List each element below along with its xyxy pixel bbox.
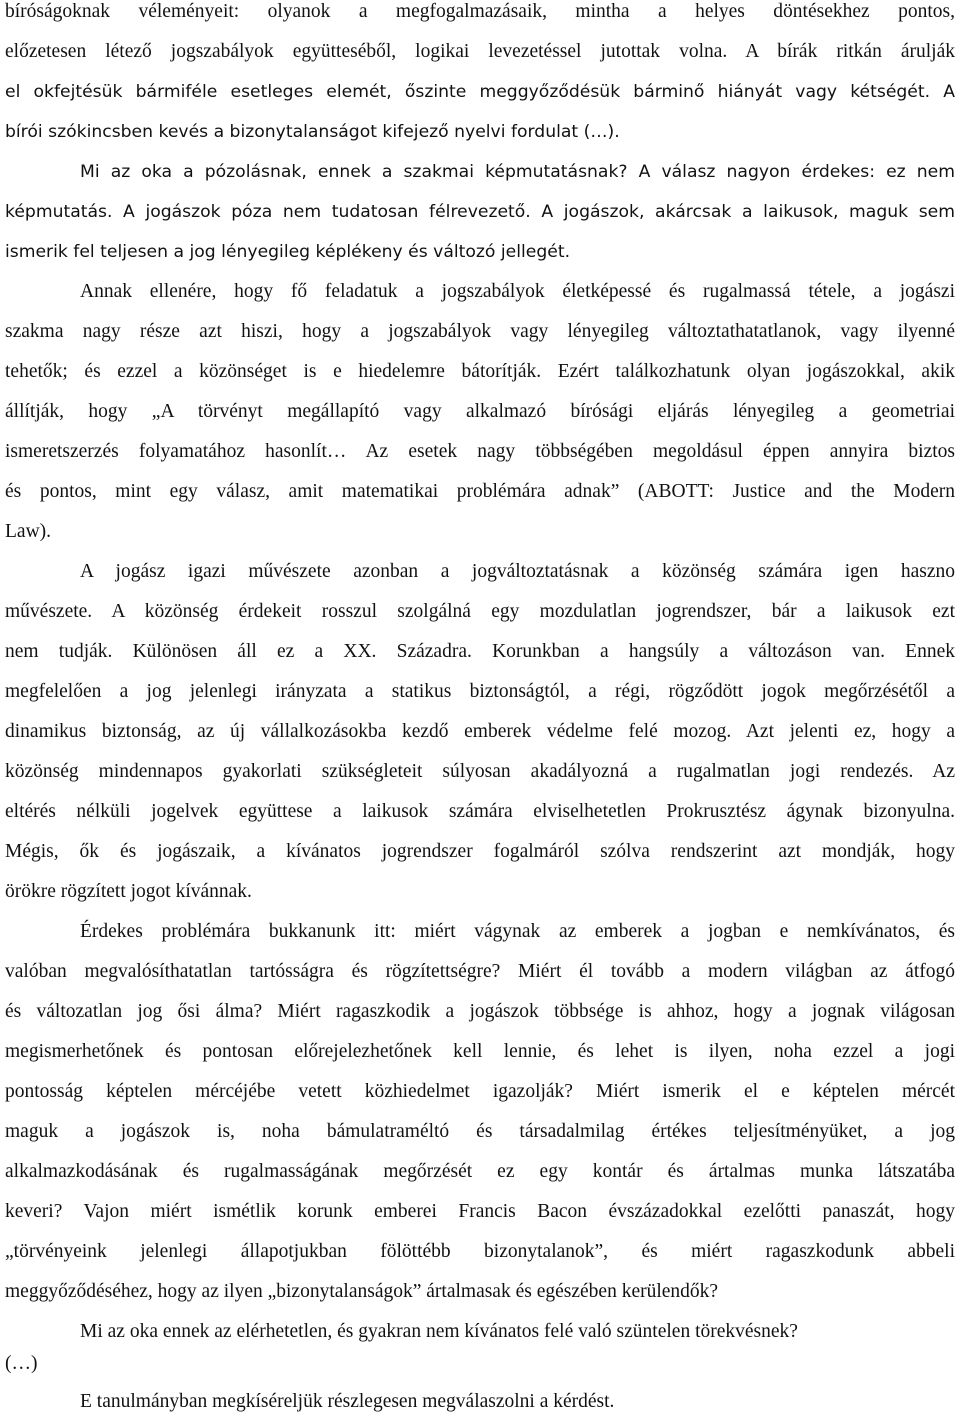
- text-line: el okfejtésük bármiféle esetleges elemét, őszinte meggyőződésük bárminő hiányát vagy kétségét. A: [5, 82, 955, 102]
- text-line: valóban megvalósíthatatlan tartósságra és rögzítettségre? Miért él tovább a modern világban az átfogó: [5, 961, 955, 982]
- text-line: és változatlan jog ősi álma? Miért ragaszkodik a jogászok többsége is ahhoz, hogy a jognak világosan: [5, 1001, 955, 1022]
- text-line: pontosság képtelen mércéjébe vetett közhiedelmet igazolják? Miért ismerik el e képtelen mércét: [5, 1081, 955, 1102]
- text-line: Law).: [5, 521, 52, 542]
- text-line: maguk a jogászok is, noha bámulatraméltó és társadalmilag értékes teljesítményüket, a jog: [5, 1121, 955, 1142]
- text-line: Annak ellenére, hogy fő feladatuk a jogszabályok életképessé és rugalmassá tétele, a jogászi: [80, 281, 955, 302]
- text-line: megismerhetőnek és pontosan előrejelezhetőnek kell lennie, és lehet is ilyen, noha ezzel a jogi: [5, 1041, 955, 1062]
- text-line: ismerik fel teljesen a jog lényegileg képlékeny és változó jellegét.: [5, 242, 571, 262]
- text-line: nem tudják. Különösen áll ez a XX. Századra. Korunkban a hangsúly a változáson van. Ennek: [5, 641, 955, 662]
- text-line: állítják, hogy „A törvényt megállapító vagy alkalmazó bírósági eljárás lényegileg a geometriai: [5, 401, 955, 422]
- text-line: A jogász igazi művészete azonban a jogváltoztatásnak a közönség számára igen haszno: [80, 561, 955, 582]
- text-line: (…): [5, 1353, 38, 1374]
- text-line: képmutatás. A jogászok póza nem tudatosan félrevezető. A jogászok, akárcsak a laikusok, maguk sem: [5, 202, 955, 222]
- text-line: örökre rögzített jogot kívánnak.: [5, 881, 252, 902]
- text-line: keveri? Vajon miért ismétlik korunk emberei Francis Bacon évszázadokkal ezelőtti panaszát, hogy: [5, 1201, 955, 1222]
- text-line: Mi az oka a pózolásnak, ennek a szakmai képmutatásnak? A válasz nagyon érdekes: ez nem: [80, 162, 955, 182]
- text-line: tehetők; és ezzel a közönséget is e hiedelemre bátorítják. Ezért találkozhatunk olyan jogászokkal, akik: [5, 361, 955, 382]
- text-line: előzetesen létező jogszabályok együtteséből, logikai levezetéssel jutottak volna. A bírák ritkán árulják: [5, 41, 955, 62]
- text-line: szakma nagy része azt hiszi, hogy a jogszabályok vagy lényegileg változtathatatlanok, vagy ilyenné: [5, 321, 955, 342]
- text-line: dinamikus biztonság, az új vállalkozásokba kezdő emberek védelme felé mozog. Azt jelenti ez, hogy a: [5, 721, 955, 742]
- text-line: E tanulmányban megkíséreljük részlegesen megválaszolni a kérdést.: [80, 1391, 615, 1412]
- text-line: ismeretszerzés folyamatához hasonlít… Az esetek nagy többségében megoldásul éppen annyira biztos: [5, 441, 955, 462]
- text-line: „törvényeink jelenlegi állapotjukban fölöttébb bizonytalanok”, és miért ragaszkodunk abbeli: [5, 1241, 955, 1262]
- text-line: művészete. A közönség érdekeit rosszul szolgálná egy mozdulatlan jogrendszer, bár a laikusok ezt: [5, 601, 955, 622]
- text-line: közönség mindennapos gyakorlati szükségleteit súlyosan akadályozná a rugalmatlan jogi rendezés. Az: [5, 761, 955, 782]
- text-line: Mi az oka ennek az elérhetetlen, és gyakran nem kívánatos felé való szüntelen törekvésnek?: [80, 1321, 798, 1342]
- text-line: megfelelően a jog jelenlegi irányzata a statikus biztonságtól, a régi, rögződött jogok megőrzésétől a: [5, 681, 955, 702]
- text-line: bíróságoknak véleményeit: olyanok a megfogalmazásaik, mintha a helyes döntésekhez pontos,: [5, 1, 955, 22]
- text-line: eltérés nélküli jogelvek együttese a laikusok számára elviselhetetlen Prokrusztész ágynak bizonyulna.: [5, 801, 955, 822]
- text-line: és pontos, mint egy válasz, amit matematikai problémára adnak” (ABOTT: Justice and the Modern: [5, 481, 955, 502]
- text-line: Érdekes problémára bukkanunk itt: miért vágynak az emberek a jogban e nemkívánatos, és: [80, 921, 955, 942]
- text-line: bírói szókincsben kevés a bizonytalanságot kifejező nyelvi fordulat (…).: [5, 122, 620, 142]
- text-line: alkalmazkodásának és rugalmasságának megőrzését ez egy kontár és ártalmas munka látszatába: [5, 1161, 955, 1182]
- text-line: meggyőződéséhez, hogy az ilyen „bizonytalanságok” ártalmasak és egészében kerülendők?: [5, 1281, 719, 1302]
- text-line: Mégis, ők és jogászaik, a kívánatos jogrendszer fogalmáról szólva rendszerint azt mondják, hogy: [5, 841, 955, 862]
